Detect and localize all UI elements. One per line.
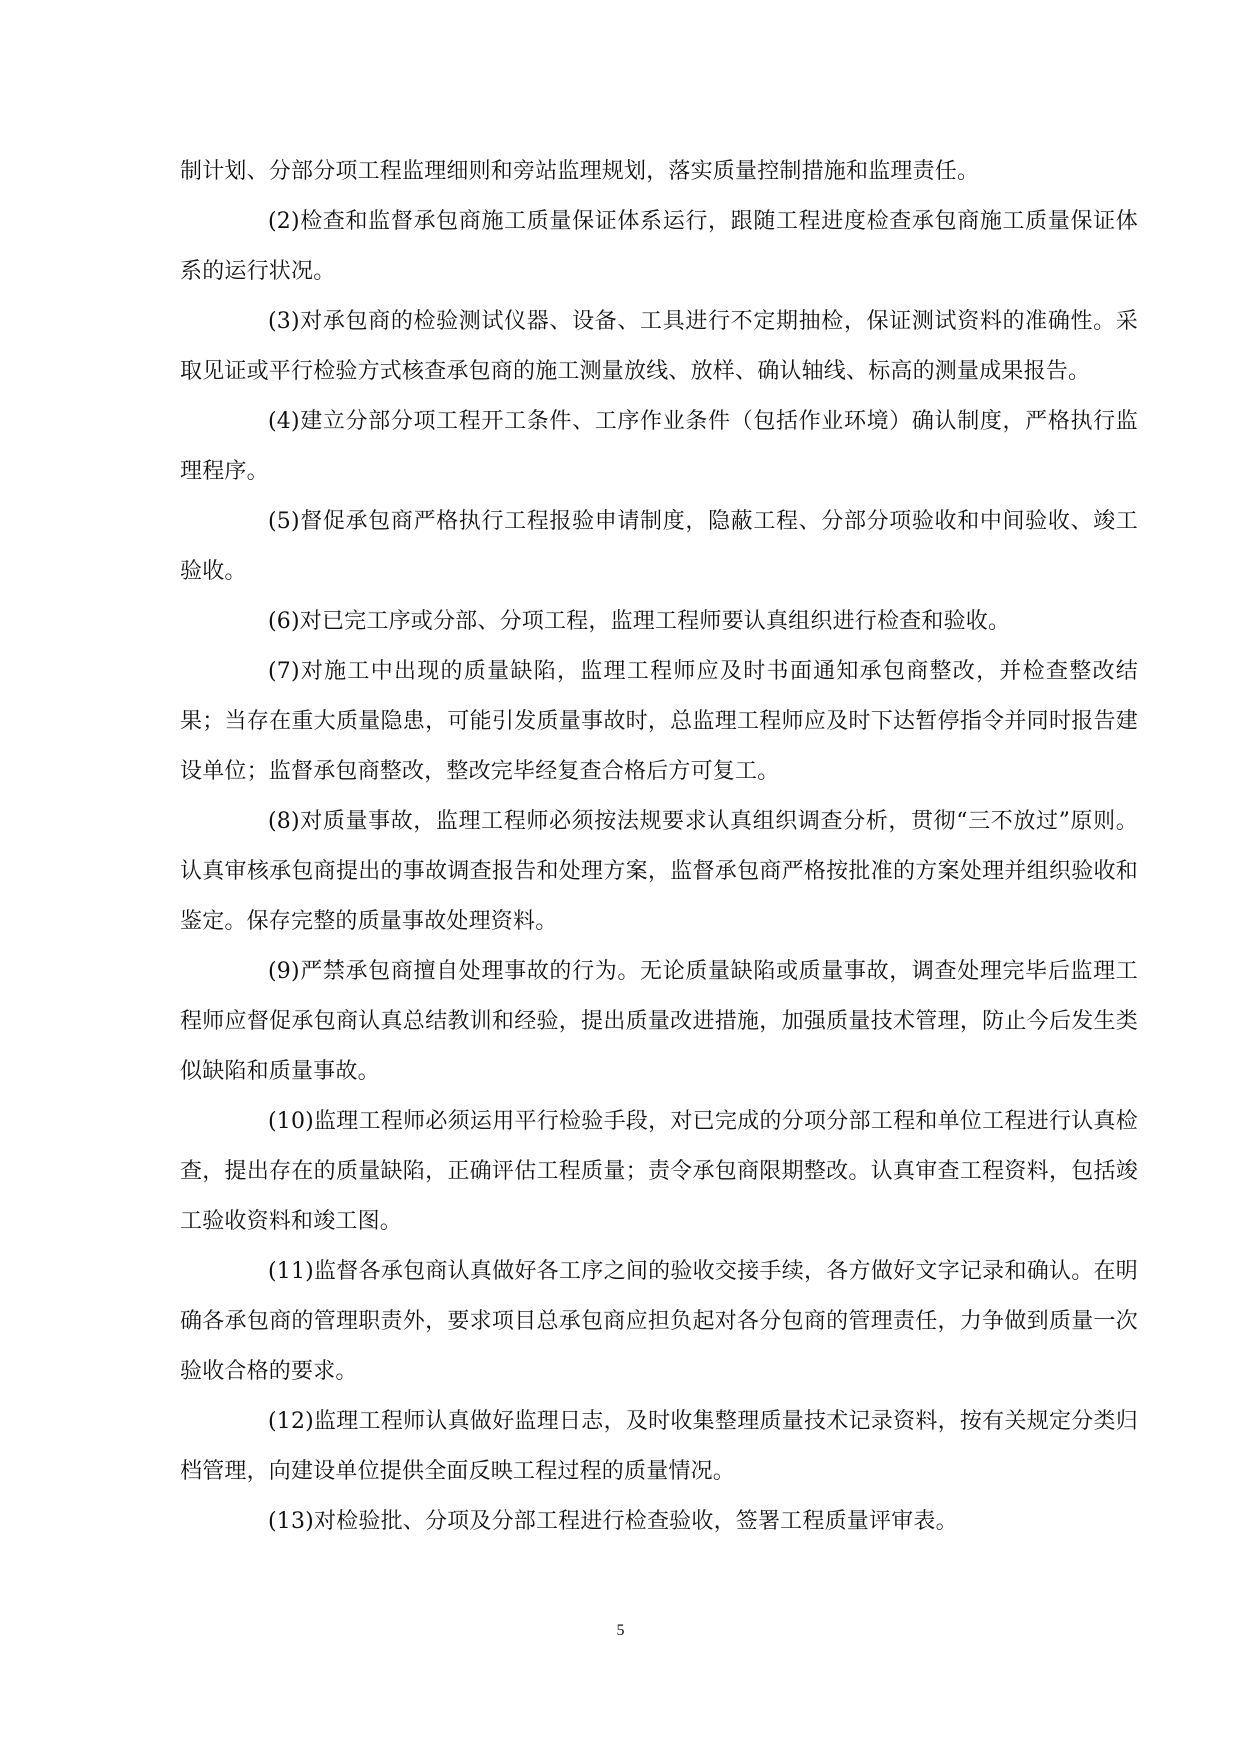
paragraph-2: [180, 197, 1138, 297]
paragraph-text: 对质量事故，监理工程师必须按法规要求认真组织调查分析，贯彻“三不放过”原则。认真审核承包商提出的事故调查报告和处理方案，监督承包商严格按批准的方案处理并组织验收和鉴定。保存完整的质量事故处理资料。: [180, 809, 1138, 934]
item-number: (13): [268, 1509, 314, 1534]
paragraph-text: 对承包商的检验测试仪器、设备、工具进行不定期抽检，保证测试资料的准确性。采取见证或平行检验方式核查承包商的施工测量放线、放样、确认轴线、标高的测量成果报告。: [180, 309, 1138, 384]
paragraph-text: 督促承包商严格执行工程报验申请制度，隐蔽工程、分部分项验收和中间验收、竣工验收。: [180, 509, 1138, 584]
item-number: (7): [268, 659, 300, 684]
item-number: (5): [268, 509, 300, 534]
paragraph-text: 对检验批、分项及分部工程进行检查验收，签署工程质量评审表。: [313, 1509, 958, 1534]
paragraph-5: [180, 497, 1138, 597]
paragraph-10: [180, 1097, 1138, 1247]
paragraph-text: 监理工程师认真做好监理日志，及时收集整理质量技术记录资料，按有关规定分类归档管理，向建设单位提供全面反映工程过程的质量情况。: [180, 1409, 1138, 1484]
paragraph-6: [180, 597, 1138, 647]
paragraph-13: [180, 1497, 1138, 1547]
item-number: (10): [268, 1109, 314, 1134]
paragraph-text: 监督各承包商认真做好各工序之间的验收交接手续，各方做好文字记录和确认。在明确各承包商的管理职责外，要求项目总承包商应担负起对各分包商的管理责任，力争做到质量一次验收合格的要求。: [180, 1259, 1138, 1384]
paragraph-7: [180, 647, 1138, 797]
paragraph-text: 制计划、分部分项工程监理细则和旁站监理规划，落实质量控制措施和监理责任。: [180, 159, 980, 184]
paragraph-11: [180, 1247, 1138, 1397]
paragraph-3: [180, 297, 1138, 397]
paragraph-12: [180, 1397, 1138, 1497]
item-number: (4): [268, 409, 300, 434]
paragraph-text: 对已完工序或分部、分项工程，监理工程师要认真组织进行检查和验收。: [299, 609, 1011, 634]
paragraph-text: 检查和监督承包商施工质量保证体系运行，跟随工程进度检查承包商施工质量保证体系的运行状况。: [180, 209, 1138, 284]
item-number: (2): [268, 209, 300, 234]
item-number: (11): [268, 1259, 314, 1284]
paragraph-4: [180, 397, 1138, 497]
page-number: 5: [616, 1622, 625, 1639]
paragraph-9: [180, 947, 1138, 1097]
item-number: (6): [268, 609, 300, 634]
paragraph-text: 监理工程师必须运用平行检验手段，对已完成的分项分部工程和单位工程进行认真检查，提出存在的质量缺陷，正确评估工程质量；责令承包商限期整改。认真审查工程资料，包括竣工验收资料和竣工图。: [180, 1109, 1138, 1234]
paragraph-8: [180, 797, 1138, 947]
paragraph-text: 对施工中出现的质量缺陷，监理工程师应及时书面通知承包商整改，并检查整改结果；当存在重大质量隐患，可能引发质量事故时，总监理工程师应及时下达暂停指令并同时报告建设单位；监督承包商整改，整改完毕经复查合格后方可复工。: [180, 659, 1138, 784]
paragraph-1: [180, 147, 1138, 197]
paragraph-text: 建立分部分项工程开工条件、工序作业条件（包括作业环境）确认制度，严格执行监理程序。: [180, 409, 1138, 484]
item-number: (9): [268, 959, 300, 984]
document-body: [180, 147, 1138, 1547]
paragraph-text: 严禁承包商擅自处理事故的行为。无论质量缺陷或质量事故，调查处理完毕后监理工程师应督促承包商认真总结教训和经验，提出质量改进措施，加强质量技术管理，防止今后发生类似缺陷和质量事故。: [180, 959, 1138, 1084]
item-number: (8): [268, 809, 300, 834]
item-number: (12): [268, 1409, 314, 1434]
item-number: (3): [268, 309, 300, 334]
